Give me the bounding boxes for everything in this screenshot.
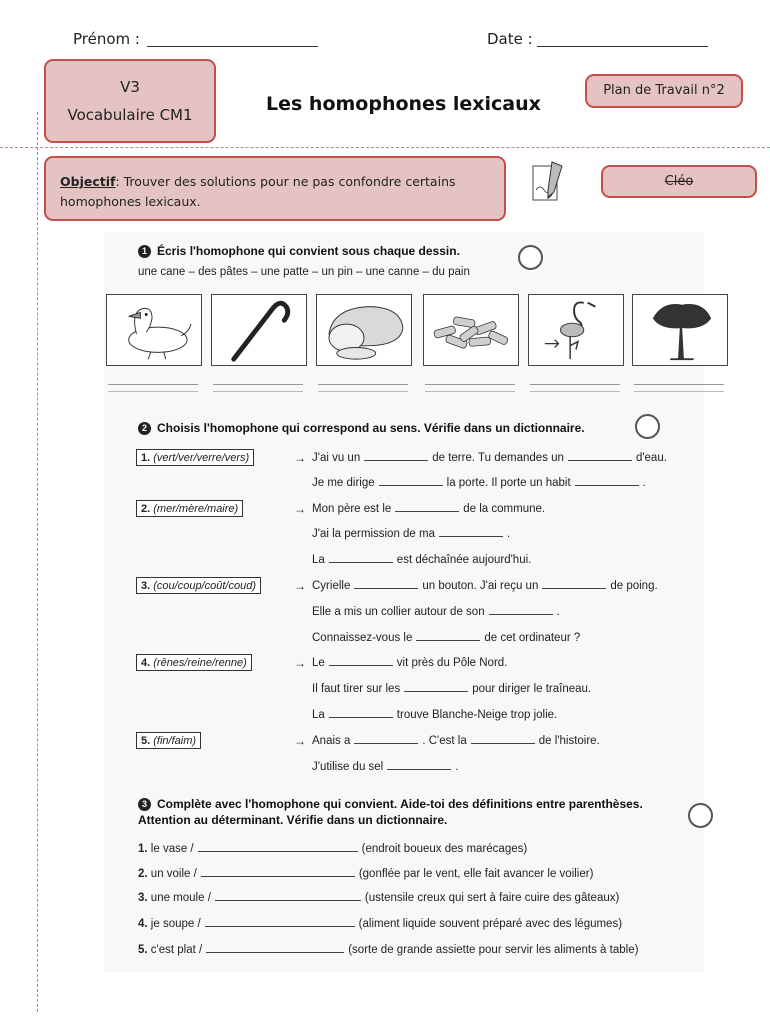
- flamingo-picture: [528, 294, 624, 366]
- sentence-2-1-pre: Mon père est le: [312, 503, 392, 515]
- sentence-5-2: [312, 761, 458, 773]
- item-1-number: 1.: [138, 843, 148, 855]
- flamingo-leg-icon: [529, 295, 623, 365]
- item-3-word: une moule /: [150, 892, 211, 904]
- bread-icon: [317, 295, 411, 365]
- answer-line-4b: [425, 391, 515, 392]
- sentence-4-1-pre: Le: [312, 657, 325, 669]
- answer-line-4[interactable]: [425, 384, 515, 385]
- exercise-2-instruction: Choisis l'homophone qui correspond au sens. Vérifie dans un dictionnaire.: [157, 421, 585, 435]
- blank[interactable]: [354, 735, 418, 744]
- sentence-1-1: [312, 452, 667, 464]
- item-5-definition: (sorte de grande assiette pour servir les aliments à table): [348, 944, 639, 956]
- sentence-2-1-mid: de la commune.: [463, 503, 546, 515]
- level-subject: Vocabulaire CM1: [67, 106, 193, 124]
- answer-line-6b: [634, 391, 724, 392]
- blank[interactable]: [395, 503, 459, 512]
- sentence-1-2-mid: la porte. Il porte un habit: [446, 477, 571, 489]
- sentence-1-2: [312, 477, 646, 489]
- exercise-2-title: [138, 421, 585, 435]
- group-1-number: 1.: [141, 452, 151, 464]
- exercise-3-title: [138, 797, 643, 811]
- answer-line-6[interactable]: [634, 384, 724, 385]
- item-5-number: 5.: [138, 944, 148, 956]
- blank[interactable]: [354, 580, 418, 589]
- exercise-1-check-circle[interactable]: [518, 245, 543, 270]
- group-3-arrow: →: [294, 579, 306, 593]
- item-1-word: le vase /: [150, 843, 194, 855]
- group-5-word-list: (fin/faim): [153, 735, 197, 747]
- sentence-4-2-mid: pour diriger le traîneau.: [472, 683, 592, 695]
- blank[interactable]: [489, 606, 553, 615]
- group-2-arrow: →: [294, 502, 306, 516]
- blank[interactable]: [364, 452, 428, 461]
- duck-icon: [107, 295, 201, 365]
- exercise-1-title: [138, 244, 460, 258]
- duck-picture: [106, 294, 202, 366]
- sentence-2-3-mid: est déchaînée aujourd'hui.: [396, 554, 532, 566]
- page-title: Les homophones lexicaux: [266, 93, 541, 115]
- sentence-2-1: [312, 503, 545, 515]
- date-field[interactable]: [537, 46, 708, 47]
- sentence-4-3: [312, 709, 557, 721]
- group-3-word-list: (cou/coup/coût/coud): [153, 580, 256, 592]
- group-4-number: 4.: [141, 657, 151, 669]
- answer-line-2[interactable]: [213, 384, 303, 385]
- blank[interactable]: [568, 452, 632, 461]
- group-5-words: [136, 732, 201, 749]
- cane-picture: [211, 294, 307, 366]
- group-4-arrow: →: [294, 656, 306, 670]
- item-3-definition: (ustensile creux qui sert à faire cuire des gâteaux): [364, 892, 620, 904]
- exercise-2-check-circle[interactable]: [635, 414, 660, 439]
- answer-line-5[interactable]: [530, 384, 620, 385]
- answer-line-1[interactable]: [108, 384, 198, 385]
- sentence-4-1-mid: vit près du Pôle Nord.: [396, 657, 508, 669]
- blank[interactable]: [329, 554, 393, 563]
- blank[interactable]: [575, 477, 639, 486]
- sentence-1-1-mid: de terre. Tu demandes un: [432, 452, 564, 464]
- item-1-definition: (endroit boueux des marécages): [361, 843, 528, 855]
- blank[interactable]: [215, 892, 361, 901]
- exercise-3-item-5: [138, 944, 638, 956]
- pencil-icon: [530, 158, 570, 212]
- sentence-5-1-pre: Anais a: [312, 735, 351, 747]
- sentence-3-1-pre: Cyrielle: [312, 580, 351, 592]
- sentence-3-2-pre: Elle a mis un collier autour de son: [312, 606, 485, 618]
- answer-line-5b: [530, 391, 620, 392]
- sentence-1-1-pre: J'ai vu un: [312, 452, 361, 464]
- item-2-word: un voile /: [150, 868, 197, 880]
- blank[interactable]: [387, 761, 451, 770]
- objective-text: : Trouver des solutions pour ne pas confondre certains homophones lexicaux.: [60, 174, 456, 209]
- firstname-field[interactable]: [147, 46, 318, 47]
- objective-title: Objectif: [60, 174, 116, 189]
- item-4-number: 4.: [138, 918, 148, 930]
- item-3-number: 3.: [138, 892, 148, 904]
- sentence-3-3-mid: de cet ordinateur ?: [484, 632, 581, 644]
- dashed-margin-horizontal: [0, 147, 770, 148]
- sentence-5-1-post: de l'histoire.: [538, 735, 600, 747]
- group-5-arrow: →: [294, 734, 306, 748]
- sentence-5-2-mid: .: [455, 761, 459, 773]
- group-3-number: 3.: [141, 580, 151, 592]
- sentence-3-1: [312, 580, 658, 592]
- group-3-words: [136, 577, 261, 594]
- group-2-word-list: (mer/mère/maire): [153, 503, 239, 515]
- exercise-1-number: 1: [138, 245, 151, 258]
- blank[interactable]: [416, 632, 480, 641]
- blank[interactable]: [542, 580, 606, 589]
- item-4-definition: (aliment liquide souvent préparé avec des légumes): [358, 918, 623, 930]
- exercise-3-title-2: Attention au déterminant. Vérifie dans un dictionnaire.: [138, 813, 448, 827]
- blank[interactable]: [329, 657, 393, 666]
- exercise-1-word-list: une cane – des pâtes – une patte – un pin – une canne – du pain: [138, 266, 470, 278]
- exercise-3-item-3: [138, 892, 619, 904]
- sentence-4-2: [312, 683, 591, 695]
- sentence-2-2-pre: J'ai la permission de ma: [312, 528, 435, 540]
- sentence-2-2: [312, 528, 510, 540]
- item-2-definition: (gonflée par le vent, elle fait avancer le voilier): [358, 868, 594, 880]
- level-code: V3: [120, 78, 140, 96]
- exercise-1-instruction: Écris l'homophone qui convient sous chaque dessin.: [157, 244, 460, 258]
- level-box: [44, 59, 216, 143]
- pasta-icon: [424, 295, 518, 365]
- blank[interactable]: [205, 918, 355, 927]
- group-4-word-list: (rênes/reine/renne): [153, 657, 247, 669]
- blank[interactable]: [404, 683, 468, 692]
- dashed-margin-vertical: [37, 112, 38, 1012]
- bread-picture: [316, 294, 412, 366]
- item-5-word: c'est plat /: [150, 944, 203, 956]
- sentence-4-2-pre: Il faut tirer sur les: [312, 683, 401, 695]
- sentence-2-3-pre: La: [312, 554, 325, 566]
- exercise-3-item-1: [138, 843, 527, 855]
- group-1-word-list: (vert/ver/verre/vers): [153, 452, 250, 464]
- sentence-5-2-pre: J'utilise du sel: [312, 761, 384, 773]
- sentence-3-3-pre: Connaissez-vous le: [312, 632, 413, 644]
- exercise-3-item-2: [138, 868, 593, 880]
- item-4-word: je soupe /: [150, 918, 201, 930]
- blank[interactable]: [471, 735, 535, 744]
- sentence-1-1-post: d'eau.: [635, 452, 667, 464]
- pine-tree-picture: [632, 294, 728, 366]
- exercise-3-number: 3: [138, 798, 151, 811]
- exercise-3-check-circle[interactable]: [688, 803, 713, 828]
- sentence-2-2-mid: .: [507, 528, 511, 540]
- sentence-3-3: [312, 632, 580, 644]
- sentence-5-1: [312, 735, 600, 747]
- blank[interactable]: [206, 944, 344, 953]
- group-2-words: [136, 500, 243, 517]
- answer-line-2b: [213, 391, 303, 392]
- blank[interactable]: [329, 709, 393, 718]
- sentence-4-3-pre: La: [312, 709, 325, 721]
- blank[interactable]: [379, 477, 443, 486]
- cane-icon: [212, 295, 306, 365]
- sentence-2-3: [312, 554, 531, 566]
- group-1-arrow: →: [294, 451, 306, 465]
- firstname-label: Prénom :: [73, 30, 140, 48]
- pasta-picture: [423, 294, 519, 366]
- sentence-3-2: [312, 606, 560, 618]
- group-2-number: 2.: [141, 503, 151, 515]
- sentence-3-1-mid: un bouton. J'ai reçu un: [422, 580, 539, 592]
- blank[interactable]: [201, 868, 355, 877]
- answer-line-3[interactable]: [318, 384, 408, 385]
- plan-box: Plan de Travail n°2: [585, 74, 743, 108]
- blank[interactable]: [198, 843, 358, 852]
- sentence-1-2-pre: Je me dirige: [312, 477, 375, 489]
- exercise-3-item-4: [138, 918, 622, 930]
- item-2-number: 2.: [138, 868, 148, 880]
- group-1-words: [136, 449, 254, 466]
- sentence-1-2-post: .: [642, 477, 646, 489]
- pine-tree-icon: [633, 295, 727, 365]
- sentence-5-1-mid: . C'est la: [422, 735, 467, 747]
- sentence-3-1-post: de poing.: [610, 580, 658, 592]
- blank[interactable]: [439, 528, 503, 537]
- exercise-2-number: 2: [138, 422, 151, 435]
- objective-box: [44, 156, 506, 221]
- sentence-4-3-mid: trouve Blanche-Neige trop jolie.: [396, 709, 558, 721]
- answer-line-1b: [108, 391, 198, 392]
- exercise-3-instruction-1: Complète avec l'homophone qui convient. Aide-toi des définitions entre parenthèses.: [157, 797, 643, 811]
- student-name-box: Cléo: [601, 165, 757, 198]
- sentence-3-2-mid: .: [556, 606, 560, 618]
- group-5-number: 5.: [141, 735, 151, 747]
- group-4-words: [136, 654, 252, 671]
- sentence-4-1: [312, 657, 507, 669]
- date-label: Date :: [487, 30, 533, 48]
- answer-line-3b: [318, 391, 408, 392]
